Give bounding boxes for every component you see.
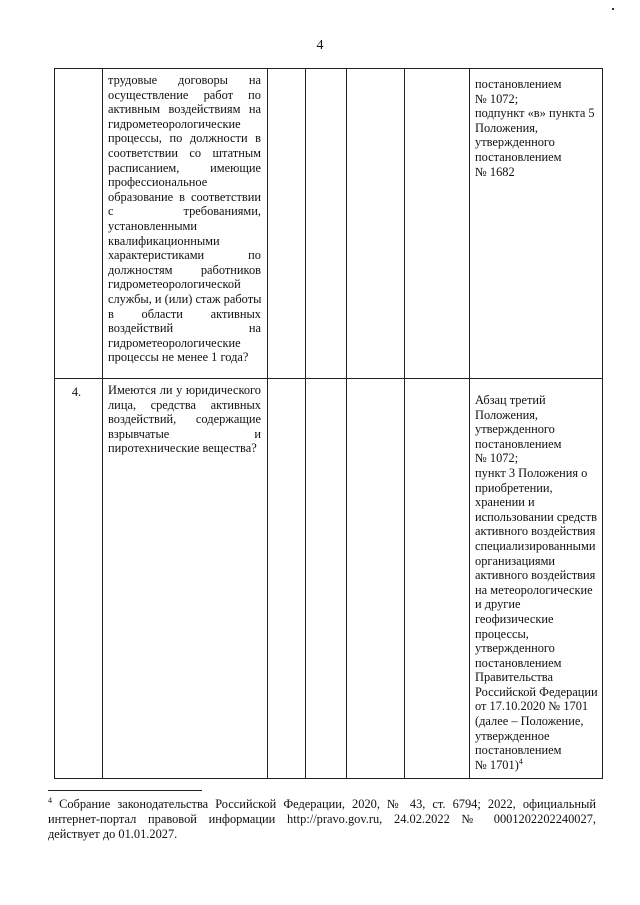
reference-line: и другие <box>475 597 521 612</box>
row-number: 4. <box>55 379 103 779</box>
question-line: активным воздействиям на <box>108 102 261 117</box>
question-line: профессиональное <box>108 175 208 190</box>
reference-line: на метеорологические <box>475 582 593 597</box>
reference-line: Положения, <box>475 120 539 135</box>
empty-cell <box>347 379 405 779</box>
footnote-line: интернет-портал правовой информации http://pravo.gov.ru, 24.02.2022 № 0001202202240027, <box>48 812 596 826</box>
reference-line: активного воздействия <box>475 524 596 539</box>
reference-line: пункт 3 Положения о <box>475 465 588 480</box>
question-cell <box>103 69 268 379</box>
question-line: гидрометеорологические <box>108 335 241 350</box>
question-line: гидрометеорологической <box>108 277 241 292</box>
empty-cell <box>268 379 306 779</box>
empty-cell <box>306 69 347 379</box>
reference-line: от 17.10.2020 № 1701 <box>475 699 589 714</box>
table-row <box>55 379 603 779</box>
reference-line: организациями <box>475 553 556 568</box>
reference-line: постановлением <box>475 655 562 670</box>
question-cell <box>103 379 268 779</box>
reference-line: Положения, <box>475 407 539 422</box>
footnote <box>48 797 596 842</box>
question-line: воздействий на <box>108 321 261 336</box>
reference-line: подпункт «в» пункта 5 <box>475 106 595 121</box>
empty-cell <box>405 379 470 779</box>
empty-cell <box>306 379 347 779</box>
reference-line: постановлением <box>475 436 562 451</box>
reference-line: № 1072; <box>475 451 519 466</box>
checklist-table <box>54 68 603 779</box>
question-line: процессы не менее 1 года? <box>108 350 249 365</box>
reference-line: утвержденного <box>475 422 555 437</box>
question-line: пиротехнические вещества? <box>108 441 257 456</box>
reference-cell <box>470 379 603 779</box>
reference-line: № 1682 <box>475 164 515 179</box>
reference-line: специализированными <box>475 538 596 553</box>
reference-line: № 1072; <box>475 91 519 106</box>
reference-line: постановлением <box>475 77 562 91</box>
reference-line: Правительства <box>475 670 553 685</box>
question-line: осуществление работ по <box>108 87 261 102</box>
question-line: процессы, по должности в <box>108 131 261 146</box>
empty-cell <box>268 69 306 379</box>
footnote-line <box>48 797 596 812</box>
row-number <box>55 69 103 379</box>
empty-cell <box>405 69 470 379</box>
question-line: установленными <box>108 218 198 233</box>
footnote-line: действует до 01.01.2027. <box>48 827 178 841</box>
reference-line: использовании средств <box>475 509 597 524</box>
reference-cell <box>470 69 603 379</box>
question-line: взрывчатые и <box>108 426 261 441</box>
question-line: квалификационными <box>108 233 220 248</box>
question-line: расписанием, имеющие <box>108 160 261 175</box>
reference-line: приобретении, <box>475 480 553 495</box>
question-line: должностям работников <box>108 262 261 277</box>
reference-line-text: № 1701) <box>475 757 519 772</box>
footnote-separator <box>48 790 202 791</box>
reference-line: утвержденного <box>475 135 555 150</box>
footnote-mark: 4 <box>48 795 52 805</box>
reference-line: хранении и <box>475 495 535 510</box>
question-line: трудовые договоры на <box>108 73 261 87</box>
reference-line: утвержденное <box>475 728 550 743</box>
reference-line: активного воздействия <box>475 568 596 583</box>
scan-mark <box>612 8 614 10</box>
reference-line: постановлением <box>475 743 562 758</box>
reference-line: Российской Федерации <box>475 684 598 699</box>
footnote-reference-mark: 4 <box>518 756 523 766</box>
reference-line: (далее – Положение, <box>475 714 584 729</box>
empty-cell <box>347 69 405 379</box>
question-line: воздействий, содержащие <box>108 412 261 427</box>
question-line: характеристиками по <box>108 248 261 263</box>
question-line: лица, средства активных <box>108 397 261 412</box>
reference-line: утвержденного <box>475 641 555 656</box>
reference-line: процессы, <box>475 626 529 641</box>
reference-line <box>475 758 600 773</box>
question-line: образование в соответствии <box>108 189 261 204</box>
reference-line: Абзац третий <box>475 393 546 407</box>
reference-line: геофизические <box>475 611 554 626</box>
question-line: Имеются ли у юридического <box>108 383 261 397</box>
page-number: 4 <box>316 38 324 53</box>
reference-line: постановлением <box>475 149 562 164</box>
question-line: службы, и (или) стаж работы <box>108 291 262 306</box>
table-row <box>55 69 603 379</box>
question-line: соответствии со штатным <box>108 145 261 160</box>
question-line: с требованиями, <box>108 204 261 219</box>
question-line: гидрометеорологические <box>108 116 241 131</box>
footnote-text: Собрание законодательства Российской Федерации, 2020, № 43, ст. 6794; 2022, официальный <box>59 797 596 811</box>
question-line: в области активных <box>108 306 261 321</box>
